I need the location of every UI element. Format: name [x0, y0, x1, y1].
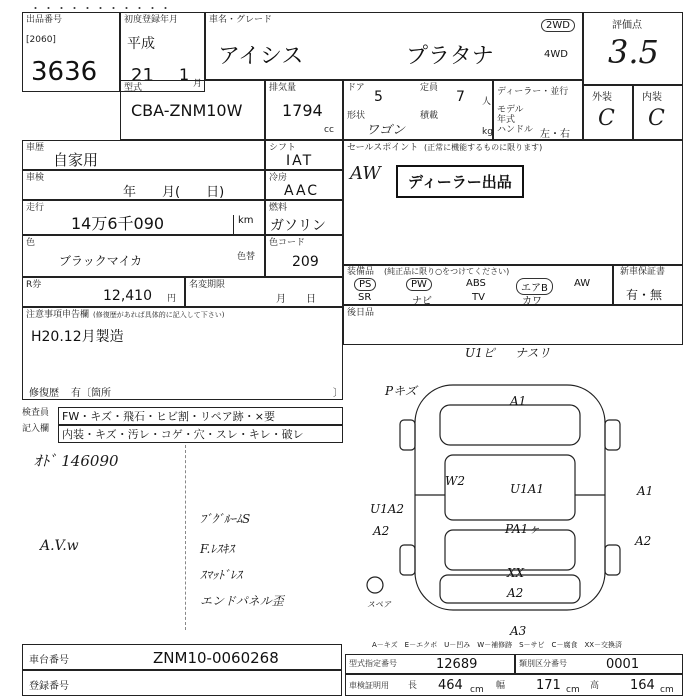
mark-7: A1: [637, 484, 654, 498]
lot-sub: [2060]: [26, 35, 56, 45]
equip-navi: ナビ: [412, 296, 432, 307]
warranty: 有・無: [626, 288, 663, 302]
capacity-label: 定員: [420, 83, 439, 93]
equip-leather: カワ: [522, 296, 542, 307]
equip-abs: ABS: [466, 278, 486, 289]
reg-year: 21: [131, 65, 154, 86]
body-box: [343, 80, 493, 140]
later-items-box: [343, 305, 683, 345]
spare-label: スペア: [367, 600, 391, 609]
color-row: [22, 235, 265, 277]
color-code-box: [265, 235, 343, 277]
notes-sub: (修復歴があれば具体的に記入して下さい): [93, 311, 225, 319]
inspector-row-1: FW・キズ・飛石・ヒビ割・リペア跡・×要: [58, 407, 343, 425]
spare-tire-icon: [367, 577, 383, 593]
inspector-label-1: 検査員: [22, 408, 50, 418]
mileage: 14万6千090: [71, 214, 165, 233]
category-label: 車歴: [26, 143, 45, 153]
length-unit: cm: [470, 685, 484, 695]
lot-label: 出品番号: [26, 15, 63, 25]
width-unit: cm: [566, 685, 580, 695]
shift-label: シフト: [269, 143, 297, 153]
score: 3.5: [608, 33, 659, 71]
equip-tv: TV: [472, 292, 485, 303]
notes: H20.12月製造: [31, 329, 124, 345]
exterior-box: [583, 85, 633, 140]
equip-airbag: エアB: [516, 278, 553, 295]
kg-unit: kg: [482, 127, 493, 137]
sales-handwritten: AW: [350, 163, 381, 184]
dimensions-row: [345, 674, 683, 696]
lot-box: [22, 12, 120, 92]
repair: 有〔箇所: [71, 388, 111, 399]
category-num: 0001: [606, 657, 640, 672]
hw-line-1: A.V.w: [40, 538, 79, 554]
dealer-box: [493, 80, 583, 140]
color-change-label: 色替: [237, 252, 256, 262]
height-unit: cm: [660, 685, 674, 695]
hw-line-3: F.ﾚｽｷｽ: [200, 542, 235, 556]
capacity: 7: [456, 89, 465, 105]
shift: IAT: [286, 153, 314, 169]
drive-4wd: 4WD: [544, 49, 568, 60]
category-row: [22, 140, 265, 170]
warranty-box: [613, 265, 683, 305]
color-code: 209: [292, 254, 319, 270]
ac-label: 冷房: [269, 173, 288, 183]
mark-11: A2: [635, 534, 652, 548]
dealer-label: ディーラー・並行: [497, 87, 569, 97]
sales-label: セールスポイント: [347, 143, 419, 153]
header-strip: ・・・・・・・・・・・: [30, 2, 173, 15]
ac: AAC: [284, 183, 320, 199]
recycle: 12,410: [103, 288, 152, 304]
model-box: [205, 12, 583, 80]
mark-10: PA1ヶ: [505, 522, 541, 536]
category-num-label: 類別区分番号: [519, 659, 567, 668]
sales-box: [343, 140, 683, 265]
hw-line-4: ｽﾏｯﾄﾞﾚｽ: [200, 568, 243, 582]
cc-unit: cc: [324, 125, 334, 135]
reg-month: 1: [179, 65, 190, 84]
type-code: CBA-ZNM10W: [131, 101, 243, 120]
repair-label: 修復歴: [29, 388, 59, 399]
exterior-grade: C: [598, 106, 615, 131]
fuel-box: [265, 200, 343, 235]
notes-label: 注意事項申告欄: [26, 310, 90, 320]
yen-unit: 円: [167, 294, 177, 304]
grade: プラタナ: [406, 44, 494, 69]
cert-label: 車検証明用: [349, 681, 389, 690]
type-approval-box: [345, 654, 515, 674]
model-year-label: モデル年式: [497, 105, 524, 125]
inspector-label-box: [22, 408, 62, 444]
equip-ps: PS: [354, 278, 376, 291]
handle: 左・右: [540, 129, 570, 140]
type-label: 型式: [124, 83, 143, 93]
height-label: 高: [590, 681, 600, 691]
era: 平成: [127, 36, 155, 52]
equip-sr: SR: [358, 292, 372, 303]
type-approval-label: 型式指定番号: [349, 659, 397, 668]
length-label: 長: [408, 681, 418, 691]
chassis: ZNM10-0060268: [153, 649, 279, 667]
mark-5: W2: [445, 474, 465, 488]
displacement: 1794: [282, 101, 323, 120]
hw-odometer: ｵﾄﾞ 146090: [34, 452, 119, 470]
notes-box: [22, 307, 343, 400]
doors: 5: [374, 89, 383, 105]
equipment-box: [343, 265, 613, 305]
inspection: 年 月( 日): [123, 185, 225, 200]
repair-close: 〕: [333, 388, 343, 399]
name-change-label: 名変期限: [189, 280, 226, 290]
name-change: 月 日: [276, 294, 316, 305]
dealer-stamp: ディーラー出品: [396, 165, 524, 198]
equipment-label: 装備品: [347, 267, 375, 277]
equipment-sub: (純正品に限り○をつけてください): [384, 267, 510, 276]
mark-1: U1ピ: [465, 346, 495, 360]
car-damage-diagram: [345, 345, 685, 640]
month-unit: 月: [193, 79, 203, 89]
type-box: [120, 80, 265, 140]
type-approval: 12689: [436, 657, 478, 672]
length: 464: [438, 678, 463, 693]
capacity-unit: 人: [482, 97, 492, 107]
chassis-label: 車台番号: [29, 655, 69, 666]
model-name: アイシス: [218, 44, 304, 69]
displacement-box: [265, 80, 343, 140]
interior-box: [633, 85, 683, 140]
score-label: 評価点: [612, 20, 642, 31]
mark-2: ナスリ: [515, 346, 551, 360]
mileage-label: 走行: [26, 203, 45, 213]
mileage-row: [22, 200, 265, 235]
km-unit: km: [233, 215, 254, 235]
height: 164: [630, 678, 655, 693]
ac-box: [265, 170, 343, 200]
inspection-label: 車検: [26, 173, 45, 183]
mark-12: XX: [507, 566, 525, 580]
inspection-row: [22, 170, 265, 200]
mark-13: A2: [507, 586, 524, 600]
color-code-label: 色コード: [269, 238, 306, 248]
warranty-label: 新車保証書: [620, 267, 666, 277]
recycle-box: [22, 277, 185, 307]
hw-line-2: ﾌﾞｸﾞﾙｰﾑS: [200, 512, 251, 526]
width: 171: [536, 678, 561, 693]
exterior-label: 外装: [592, 92, 612, 103]
body: ワゴン: [366, 123, 406, 138]
mark-9: A2: [373, 524, 390, 538]
mark-8: U1A2: [370, 502, 405, 516]
chassis-row: [22, 644, 342, 670]
body-label: 形状: [347, 111, 366, 121]
lot-number: 3636: [31, 57, 98, 87]
interior-label: 内装: [642, 92, 662, 103]
interior-grade: C: [648, 106, 665, 131]
first-reg-label: 初度登録年月: [124, 15, 179, 25]
color-label: 色: [26, 238, 36, 248]
handle-label: ハンドル: [497, 125, 534, 135]
hw-line-5: エンドパネル歪: [200, 594, 284, 608]
width-label: 幅: [496, 681, 506, 691]
equip-aw: AW: [574, 278, 591, 289]
mark-6: U1A1: [510, 482, 545, 496]
category: 自家用: [53, 151, 99, 169]
shift-box: [265, 140, 343, 170]
category-num-box: [515, 654, 683, 674]
registration-row: [22, 670, 342, 696]
mark-3: Pキズ: [385, 384, 417, 398]
mark-14: A3: [510, 624, 527, 638]
model-label: 車名・グレード: [209, 15, 273, 25]
inspector-row-2: 内装・キズ・汚レ・コゲ・穴・スレ・キレ・破レ: [58, 425, 343, 443]
doors-label: ドア: [347, 83, 365, 93]
score-box: [583, 12, 683, 85]
drive-2wd: 2WD: [541, 19, 575, 32]
recycle-label: R券: [26, 280, 42, 290]
car-outline: [367, 385, 620, 610]
load-label: 積載: [420, 111, 439, 121]
later-items-label: 後日品: [347, 308, 375, 318]
damage-legend: A－キズ E－エクボ U－凹み W－補修跡 S－サビ C－腐食 XX－交換済: [372, 641, 623, 649]
notes-divider: [185, 445, 186, 630]
mark-4: A1: [510, 394, 527, 408]
equip-pw: PW: [406, 278, 432, 291]
name-change-box: [185, 277, 343, 307]
sales-sub: (正常に機能するものに限ります): [424, 143, 543, 152]
fuel-label: 燃料: [269, 203, 288, 213]
registration-label: 登録番号: [29, 681, 69, 692]
color: ブラックマイカ: [59, 254, 143, 268]
inspector-label-2: 記入欄: [22, 424, 50, 434]
fuel: ガソリン: [270, 218, 326, 234]
displacement-label: 排気量: [269, 83, 297, 93]
